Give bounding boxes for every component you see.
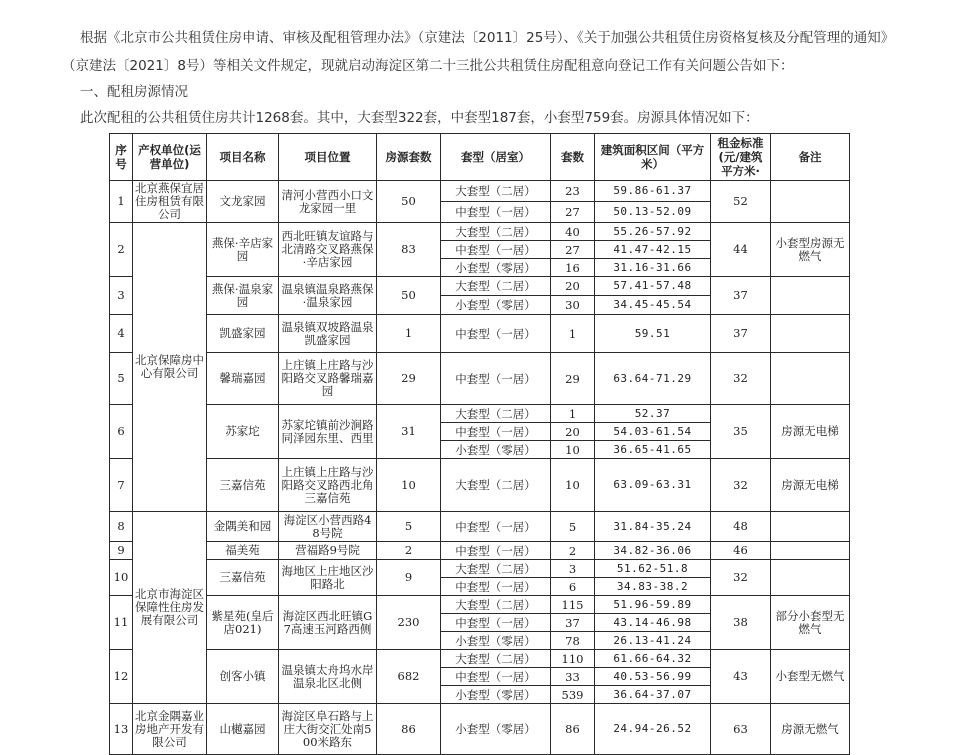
row-unit-count: 16: [551, 259, 595, 277]
row-area-range: 31.84-35.24: [595, 512, 711, 542]
header-seq: 序号: [110, 134, 133, 181]
row-unit-count: 20: [551, 277, 595, 296]
row-unit-type: 小套型（零居）: [441, 686, 551, 704]
row-unit-count: 27: [551, 202, 595, 223]
row-unit-count: 539: [551, 686, 595, 704]
row-project-name: 三嘉信苑: [207, 459, 279, 512]
header-note: 备注: [771, 134, 850, 181]
intro-line-1: 根据《北京市公共租赁住房申请、审核及配租管理办法》（京建法〔2011〕25号）、《关于加强公共租赁住房资格复核及分配管理的通知》: [80, 30, 895, 46]
row-rent: 44: [711, 223, 771, 277]
row-area-range: 61.66-64.32: [595, 650, 711, 668]
row-note: [771, 353, 850, 405]
row-total: 50: [377, 181, 441, 223]
row-location: 西北旺镇友谊路与北清路交叉路燕保·辛店家园: [279, 223, 377, 277]
row-owner: 北京金隅嘉业房地产开发有限公司: [133, 704, 207, 755]
table-row: [110, 277, 850, 296]
table-header-row: [110, 134, 850, 181]
row-location: 温泉镇太舟坞水岸温泉北区北侧: [279, 650, 377, 704]
row-unit-type: 大套型（二居）: [441, 405, 551, 423]
housing-table: [109, 133, 850, 755]
row-project-name: 凯盛家园: [207, 315, 279, 353]
header-rent: 租金标准(元/建筑平方米·: [711, 134, 771, 181]
row-project-name: 馨瑞嘉园: [207, 353, 279, 405]
row-unit-type: 大套型（二居）: [441, 459, 551, 512]
row-unit-count: 115: [551, 596, 595, 614]
row-rent: 37: [711, 315, 771, 353]
row-project-name: 金隅美和园: [207, 512, 279, 542]
table-row: [110, 704, 850, 755]
row-note: 小套型无燃气: [771, 650, 850, 704]
row-area-range: 59.86-61.37: [595, 181, 711, 202]
row-area-range: 26.13-41.24: [595, 632, 711, 650]
table-row: [110, 459, 850, 512]
header-owner: 产权单位(运营单位): [133, 134, 207, 181]
table-row: [110, 223, 850, 241]
row-note: 房源无燃气: [771, 704, 850, 755]
row-unit-count: 1: [551, 405, 595, 423]
row-seq: 8: [110, 512, 133, 542]
section-heading: 一、配租房源情况: [80, 84, 188, 100]
header-area: 建筑面积区间（平方米）: [595, 134, 711, 181]
row-unit-type: 小套型（零居）: [441, 704, 551, 755]
row-location: 温泉镇双坡路温泉凯盛家园: [279, 315, 377, 353]
intro-line-2: （京建法〔2021〕8号）等相关文件规定，现就启动海淀区第二十三批公共租赁住房配租意向登记工作有关问题公告如下：: [62, 58, 794, 74]
row-note: [771, 560, 850, 596]
row-area-range: 54.03-61.54: [595, 423, 711, 441]
row-area-range: 59.51: [595, 315, 711, 353]
row-unit-count: 2: [551, 542, 595, 560]
table-row: [110, 560, 850, 578]
row-area-range: 34.45-45.54: [595, 296, 711, 315]
row-unit-type: 中套型（一居）: [441, 353, 551, 405]
row-location: 海淀区阜石路与上庄大街交汇处南500米路东: [279, 704, 377, 755]
row-rent: 32: [711, 353, 771, 405]
row-total: 31: [377, 405, 441, 459]
row-total: 50: [377, 277, 441, 315]
row-total: 230: [377, 596, 441, 650]
header-count: 套数: [551, 134, 595, 181]
row-unit-type: 中套型（一居）: [441, 542, 551, 560]
row-unit-type: 大套型（二居）: [441, 650, 551, 668]
row-seq: 1: [110, 181, 133, 223]
table-row: [110, 181, 850, 202]
row-unit-type: 大套型（二居）: [441, 277, 551, 296]
row-unit-type: 中套型（一居）: [441, 614, 551, 632]
table-row: [110, 405, 850, 423]
row-total: 5: [377, 512, 441, 542]
row-unit-type: 中套型（一居）: [441, 423, 551, 441]
row-project-name: 三嘉信苑: [207, 560, 279, 596]
row-unit-count: 3: [551, 560, 595, 578]
row-unit-type: 小套型（零居）: [441, 259, 551, 277]
row-area-range: 34.82-36.06: [595, 542, 711, 560]
row-area-range: 31.16-31.66: [595, 259, 711, 277]
row-note: 房源无电梯: [771, 405, 850, 459]
row-total: 86: [377, 704, 441, 755]
row-location: 海淀区西北旺镇G7高速玉河路西侧: [279, 596, 377, 650]
row-seq: 10: [110, 560, 133, 596]
row-unit-type: 大套型（二居）: [441, 181, 551, 202]
row-rent: 43: [711, 650, 771, 704]
row-area-range: 36.64-37.07: [595, 686, 711, 704]
row-area-range: 52.37: [595, 405, 711, 423]
row-seq: 13: [110, 704, 133, 755]
row-rent: 48: [711, 512, 771, 542]
row-total: 29: [377, 353, 441, 405]
row-project-name: 山樾嘉园: [207, 704, 279, 755]
row-unit-count: 29: [551, 353, 595, 405]
row-note: 部分小套型无燃气: [771, 596, 850, 650]
row-total: 1: [377, 315, 441, 353]
row-project-name: 文龙家园: [207, 181, 279, 223]
row-total: 10: [377, 459, 441, 512]
row-unit-type: 大套型（二居）: [441, 560, 551, 578]
row-area-range: 24.94-26.52: [595, 704, 711, 755]
row-rent: 32: [711, 459, 771, 512]
row-rent: 38: [711, 596, 771, 650]
row-seq: 2: [110, 223, 133, 277]
table-body: [110, 181, 850, 755]
row-unit-type: 中套型（一居）: [441, 578, 551, 596]
row-note: [771, 277, 850, 315]
row-seq: 6: [110, 405, 133, 459]
row-area-range: 50.13-52.09: [595, 202, 711, 223]
row-area-range: 43.14-46.98: [595, 614, 711, 632]
row-total: 2: [377, 542, 441, 560]
table-row: [110, 542, 850, 560]
row-location: 海地区上庄地区沙阳路北: [279, 560, 377, 596]
row-seq: 3: [110, 277, 133, 315]
row-area-range: 63.09-63.31: [595, 459, 711, 512]
row-unit-count: 27: [551, 241, 595, 259]
row-note: [771, 542, 850, 560]
row-unit-type: 小套型（零居）: [441, 296, 551, 315]
table-row: [110, 596, 850, 614]
row-area-range: 51.96-59.89: [595, 596, 711, 614]
row-location: 海淀区小营西路48号院: [279, 512, 377, 542]
row-rent: 35: [711, 405, 771, 459]
header-project: 项目名称: [207, 134, 279, 181]
row-project-name: 燕保·温泉家园: [207, 277, 279, 315]
row-project-name: 福美苑: [207, 542, 279, 560]
row-location: 上庄镇上庄路与沙阳路交叉路馨瑞嘉园: [279, 353, 377, 405]
row-area-range: 40.53-56.99: [595, 668, 711, 686]
row-note: [771, 315, 850, 353]
row-unit-count: 5: [551, 512, 595, 542]
header-type: 套型（居室）: [441, 134, 551, 181]
row-unit-type: 中套型（一居）: [441, 512, 551, 542]
row-unit-type: 大套型（二居）: [441, 223, 551, 241]
row-unit-type: 中套型（一居）: [441, 202, 551, 223]
row-rent: 46: [711, 542, 771, 560]
row-project-name: 苏家坨: [207, 405, 279, 459]
row-unit-count: 10: [551, 459, 595, 512]
table-row: [110, 315, 850, 353]
row-unit-count: 10: [551, 441, 595, 459]
row-unit-type: 中套型（一居）: [441, 315, 551, 353]
summary-text: 此次配租的公共租赁住房共计1268套。其中，大套型322套，中套型187套，小套型759套。房源具体情况如下：: [80, 110, 759, 126]
row-rent: 32: [711, 560, 771, 596]
row-area-range: 41.47-42.15: [595, 241, 711, 259]
table-row: [110, 353, 850, 405]
row-area-range: 57.41-57.48: [595, 277, 711, 296]
row-seq: 12: [110, 650, 133, 704]
table-row: [110, 650, 850, 668]
row-unit-count: 86: [551, 704, 595, 755]
row-seq: 7: [110, 459, 133, 512]
row-owner: 北京市海淀区保障性住房发展有限公司: [133, 512, 207, 704]
row-project-name: 紫星苑(皇后店021): [207, 596, 279, 650]
row-unit-count: 23: [551, 181, 595, 202]
row-unit-type: 中套型（一居）: [441, 241, 551, 259]
row-area-range: 55.26-57.92: [595, 223, 711, 241]
header-location: 项目位置: [279, 134, 377, 181]
row-total: 9: [377, 560, 441, 596]
row-seq: 5: [110, 353, 133, 405]
row-unit-type: 小套型（零居）: [441, 632, 551, 650]
row-location: 苏家坨镇前沙涧路同泽园东里、西里: [279, 405, 377, 459]
row-seq: 4: [110, 315, 133, 353]
row-area-range: 34.83-38.2: [595, 578, 711, 596]
row-unit-type: 小套型（零居）: [441, 441, 551, 459]
row-rent: 63: [711, 704, 771, 755]
row-project-name: 创客小镇: [207, 650, 279, 704]
row-unit-count: 30: [551, 296, 595, 315]
row-unit-count: 40: [551, 223, 595, 241]
header-total: 房源套数: [377, 134, 441, 181]
row-unit-count: 78: [551, 632, 595, 650]
row-area-range: 51.62-51.8: [595, 560, 711, 578]
row-area-range: 36.65-41.65: [595, 441, 711, 459]
row-rent: 52: [711, 181, 771, 223]
row-unit-count: 37: [551, 614, 595, 632]
row-owner: 北京保障房中心有限公司: [133, 223, 207, 512]
row-unit-count: 33: [551, 668, 595, 686]
row-location: 上庄镇上庄路与沙阳路交叉路西北角三嘉信苑: [279, 459, 377, 512]
row-note: [771, 512, 850, 542]
row-unit-type: 大套型（二居）: [441, 596, 551, 614]
row-unit-count: 1: [551, 315, 595, 353]
row-seq: 9: [110, 542, 133, 560]
row-area-range: 63.64-71.29: [595, 353, 711, 405]
row-rent: 37: [711, 277, 771, 315]
row-unit-type: 中套型（一居）: [441, 668, 551, 686]
row-project-name: 燕保·辛店家园: [207, 223, 279, 277]
table-row: [110, 512, 850, 542]
row-location: 温泉镇温泉路燕保·温泉家园: [279, 277, 377, 315]
row-owner: 北京燕保宜居住房租赁有限公司: [133, 181, 207, 223]
row-unit-count: 110: [551, 650, 595, 668]
row-unit-count: 6: [551, 578, 595, 596]
row-seq: 11: [110, 596, 133, 650]
row-total: 83: [377, 223, 441, 277]
row-note: 小套型房源无燃气: [771, 223, 850, 277]
row-total: 682: [377, 650, 441, 704]
row-unit-count: 20: [551, 423, 595, 441]
row-note: 房源无电梯: [771, 459, 850, 512]
row-location: 清河小营西小口文龙家园一里: [279, 181, 377, 223]
row-note: [771, 181, 850, 223]
row-location: 营福路9号院: [279, 542, 377, 560]
